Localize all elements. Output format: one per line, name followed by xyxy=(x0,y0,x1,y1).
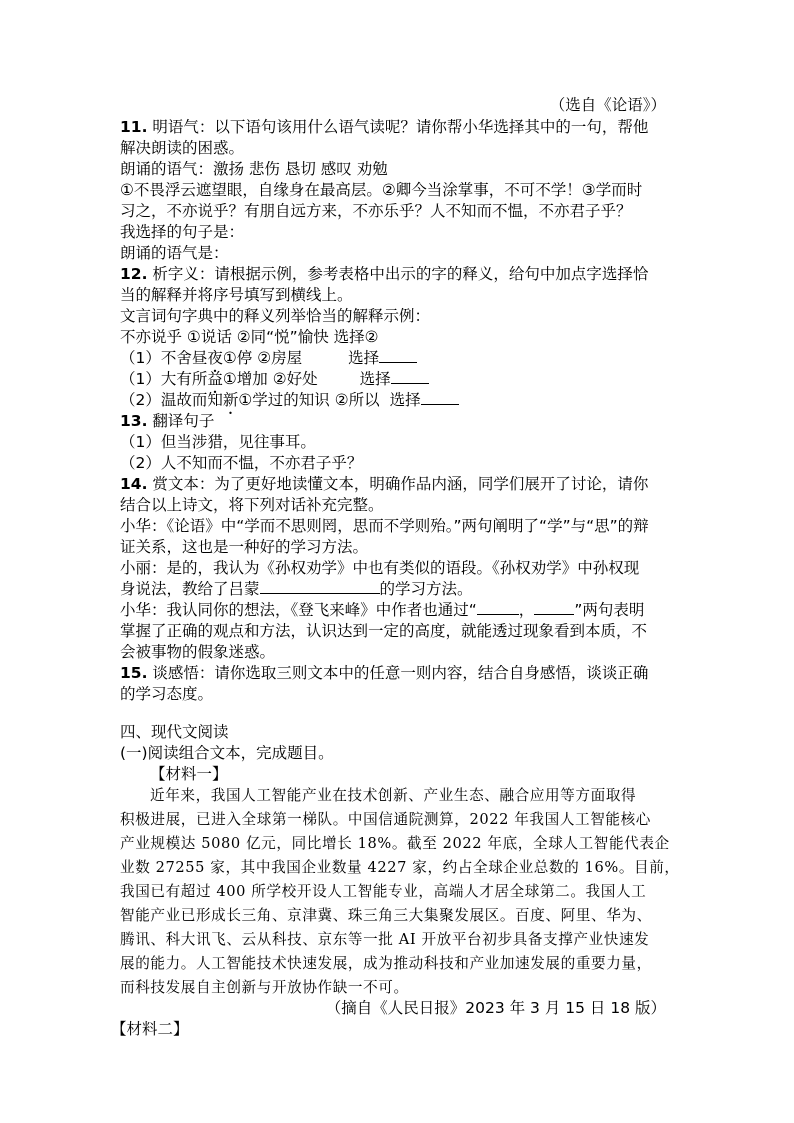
q12-item3: （2）温故而知新①学过的知识 ②所以 选择 xyxy=(120,390,680,418)
q13-sentence1: （1）但当涉猎，见往事耳。 xyxy=(120,433,316,451)
q12-item1: （1）不舍昼夜①停 ②房屋 选择 xyxy=(120,348,680,376)
q14-xiaohua-4: 会被事物的假象迷惑。 xyxy=(120,643,276,661)
q14-xiaoli-1: 小丽：是的，我认为《孙权劝学》中也有类似的语段。《孙权劝学》中孙权现 xyxy=(120,559,640,577)
q14-line2: 结合以上诗文，将下列对话补充完整。 xyxy=(120,496,384,514)
q13-sentence2: （2）人不知而不愠，不亦君子乎？ xyxy=(120,454,363,472)
dotted-char: 益 xyxy=(207,370,223,388)
answer-blank[interactable] xyxy=(477,600,519,615)
section4-title: 四、现代文阅读 xyxy=(120,723,229,741)
q14-xiaoli-2: 身说法，教给了吕蒙 的学习方法。 xyxy=(120,580,473,598)
q14-number: 14. xyxy=(120,475,148,493)
answer-blank[interactable] xyxy=(379,348,417,363)
q15-number: 15. xyxy=(120,664,148,682)
material1-para-line: 智能产业已形成长三角、京津冀、珠三角三大集聚发展区。百度、阿里、华为、 xyxy=(120,907,652,924)
q15-line2: 的学习态度。 xyxy=(120,685,214,703)
material2-heading: 【材料二】 xyxy=(111,1020,189,1038)
q11-pick-sentence: 我选择的句子是： xyxy=(120,223,245,241)
q14-xiaohua-3: 掌握了正确的观点和方法，认识达到一定的高度，就能透过现象看到本质，不 xyxy=(120,622,648,640)
q13-number: 13. xyxy=(120,412,148,430)
q11-number: 11. xyxy=(120,118,148,136)
q12-item2: （1）大有所益①增加 ②好处 选择 xyxy=(120,369,680,397)
material1-para-line: 展的能力。人工智能技术快速发展，成为推动科技和产业加速发展的重要力量， xyxy=(120,955,652,972)
answer-blank[interactable] xyxy=(534,600,574,615)
material1-para-line: 而科技发展自主创新与开放协作缺一不可。 xyxy=(120,979,409,996)
q12-line1: 12. 析字义：请根据示例，参考表格中出示的字的释义，给句中加点字选择恰 xyxy=(120,265,649,283)
q12-dict: 文言词句字典中的释义列举恰当的解释示例： xyxy=(120,307,431,325)
q11-tones: 朗诵的语气：激扬 悲伤 恳切 感叹 劝勉 xyxy=(120,160,388,178)
q14-line1: 14. 赏文本：为了更好地读懂文本，明确作品内涵，同学们展开了讨论，请你 xyxy=(120,475,649,493)
answer-blank[interactable] xyxy=(391,369,429,384)
source-lunyu: （选自《论语》） xyxy=(549,96,666,114)
material1-para-line: 产业规模达 5080 亿元，同比增长 18%。截至 2022 年底，全球人工智能代表企 xyxy=(120,835,670,852)
material1-para-line: 积极进展，已进入全球第一梯队。中国信通院测算，2022 年我国人工智能核心 xyxy=(120,811,651,828)
answer-blank[interactable] xyxy=(421,390,459,405)
q14-xiaohua-2: 小华：我认同你的想法，《登飞来峰》中作者也通过“ ， ”两句表明 xyxy=(120,601,645,619)
q11-line2: 解决朗读的困惑。 xyxy=(120,139,245,157)
q14-xiaohua-1b: 证关系，这也是一种好的学习方法。 xyxy=(120,538,369,556)
material1-para-line: 业数 27255 家，其中我国企业数量 4227 家，约占全球企业总数的 16%。目前， xyxy=(120,859,680,876)
dotted-char: 新 xyxy=(222,391,239,409)
material1-para-line: 腾讯、科大讯飞、云从科技、京东等一批 AI 开放平台初步具备支撑产业快速发 xyxy=(120,931,650,948)
q13-title: 13. 翻译句子 xyxy=(120,412,215,430)
material1-source: （摘自《人民日报》2023 年 3 月 15 日 18 版） xyxy=(325,999,666,1017)
answer-blank[interactable] xyxy=(260,579,380,594)
q12-number: 12. xyxy=(120,265,148,283)
material1-heading: 【材料一】 xyxy=(150,765,228,783)
q11-options-line2: 习之，不亦说乎？有朋自远方来，不亦乐乎？人不知而不愠，不亦君子乎？ xyxy=(120,202,632,220)
q11-line1: 11. 明语气：以下语句该用什么语气读呢？请你帮小华选择其中的一句，帮他 xyxy=(120,118,649,136)
material1-para-line: 近年来，我国人工智能产业在技术创新、产业生态、融合应用等方面取得 xyxy=(150,787,637,804)
dotted-char: 夜 xyxy=(207,349,223,367)
q12-line2: 当的解释并将序号填写到横线上。 xyxy=(120,286,353,304)
q15-line1: 15. 谈感悟：请你选取三则文本中的任意一则内容，结合自身感悟，谈谈正确 xyxy=(120,664,649,682)
section4-subtitle: (一)阅读组合文本，完成题目。 xyxy=(120,744,334,762)
q11-pick-tone: 朗诵的语气是： xyxy=(120,244,229,262)
q12-example: 不亦说乎 ①说话 ②同“悦”愉快 选择② xyxy=(120,328,379,346)
q11-options-line1: ①不畏浮云遮望眼，自缘身在最高层。②卿今当涂掌事，不可不学！③学而时 xyxy=(120,181,643,199)
material1-para-line: 我国已有超过 400 所学校开设人工智能专业，高端人才居全球第二。我国人工 xyxy=(120,883,647,900)
q14-xiaohua-1a: 小华：《论语》中“学而不思则罔，思而不学则殆。”两句阐明了“学”与“思”的辩 xyxy=(120,517,649,535)
